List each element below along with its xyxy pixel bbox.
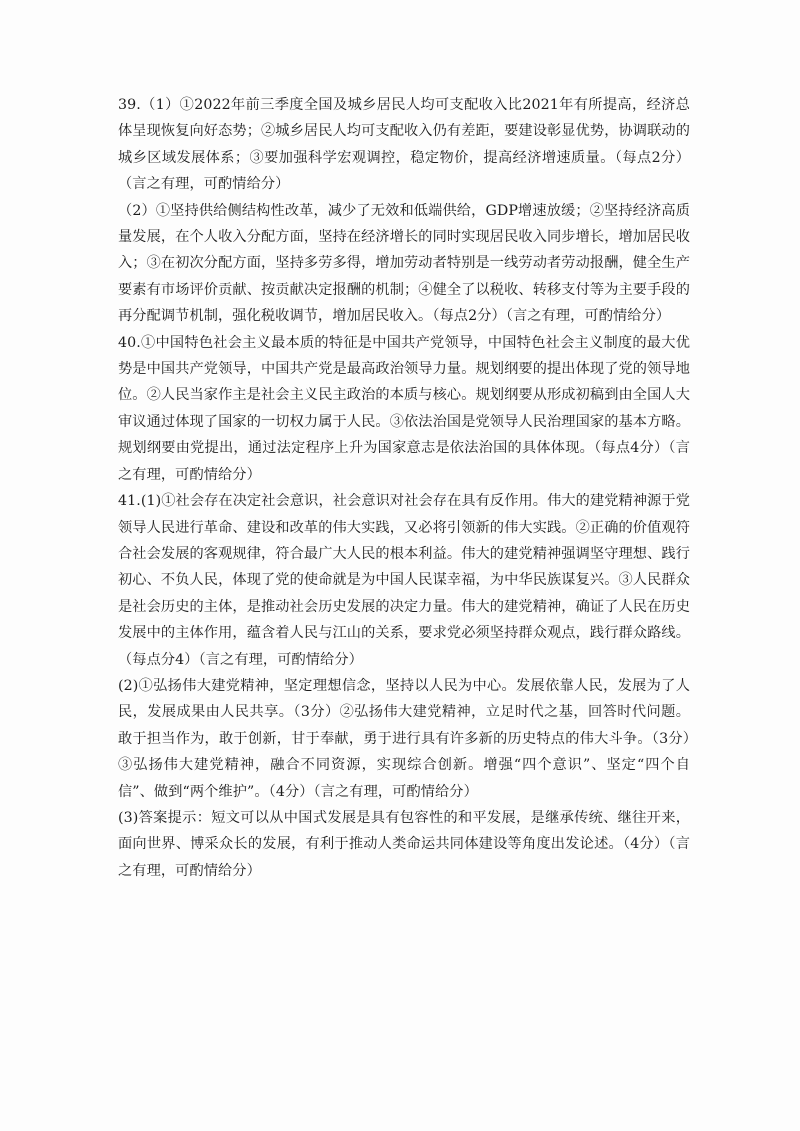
answer-39-part-2: （2）①坚持供给侧结构性改革，减少了无效和低端供给，GDP增速放缓；②坚持经济高质量发展，在个人收入分配方面，坚持在经济增长的同时实现居民收入同步增长，增加居民收入；③在初次分配方面，坚持多劳多得，增加劳动者特别是一线劳动者劳动报酬，健全生产要素有市场评价贡献、按贡献决定报酬的机制；④健全了以税收、转移支付等为主要手段的再分配调节机制，强化税收调节，增加居民收入。（每点2分）（言之有理，可酌情给分）	[118, 202, 690, 325]
answer-41-part-1: 41.(1)①社会存在决定社会意识，社会意识对社会存在具有反作用。伟大的建党精神源于党领导人民进行革命、建设和改革的伟大实践，又必将引领新的伟大实践。②正确的价值观符合社会发展的客观规律，符合最广大人民的根本利益。伟大的建党精神强调坚守理想、践行初心、不负人民，体现了党的使命就是为中国人民谋幸福，为中华民族谋复兴。③人民群众是社会历史的主体，是推动社会历史发展的决定力量。伟大的建党精神，确证了人民在历史发展中的主体作用，蕴含着人民与江山的关系，要求党必须坚持群众观点，践行群众路线。（每点分4）（言之有理，可酌情给分）	[118, 493, 690, 668]
answer-39-part-1: 39.（1）①2022年前三季度全国及城乡居民人均可支配收入比2021年有所提高，经济总体呈现恢复向好态势；②城乡居民人均可支配收入仍有差距，要建设彰显优势，协调联动的城乡区域发展体系；③要加强科学宏观调控，稳定物价，提高经济增速质量。（每点2分）（言之有理，可酌情给分）	[118, 97, 690, 193]
answer-41-part-3: (3)答案提示：短文可以从中国式发展是具有包容性的和平发展，是继承传统、继往开来，面向世界、博采众长的发展，有利于推动人类命运共同体建设等角度出发论述。（4分）（言之有理，可酌情给分）	[118, 809, 690, 879]
answer-41-part-2: (2)①弘扬伟大建党精神，坚定理想信念，坚持以人民为中心。发展依靠人民，发展为了人民，发展成果由人民共享。（3分）②弘扬伟大建党精神，立足时代之基，回答时代问题。敢于担当作为，敢于创新，甘于奉献，勇于进行具有许多新的历史特点的伟大斗争。（3分）③弘扬伟大建党精神，融合不同资源，实现综合创新。增强“四个意识”、坚定“四个自信”、做到“两个维护”。（4分）（言之有理，可酌情给分）	[118, 677, 690, 800]
answer-40: 40.①中国特色社会主义最本质的特征是中国共产党领导，中国特色社会主义制度的最大优势是中国共产党领导，中国共产党是最高政治领导力量。规划纲要的提出体现了党的领导地位。②人民当家作主是社会主义民主政治的本质与核心。规划纲要从形成初稿到由全国人大审议通过体现了国家的一切权力属于人民。③依法治国是党领导人民治理国家的基本方略。规划纲要由党提出，通过法定程序上升为国家意志是依法治国的具体体现。（每点4分）（言之有理，可酌情给分）	[118, 334, 690, 483]
answer-key-content	[118, 92, 690, 884]
